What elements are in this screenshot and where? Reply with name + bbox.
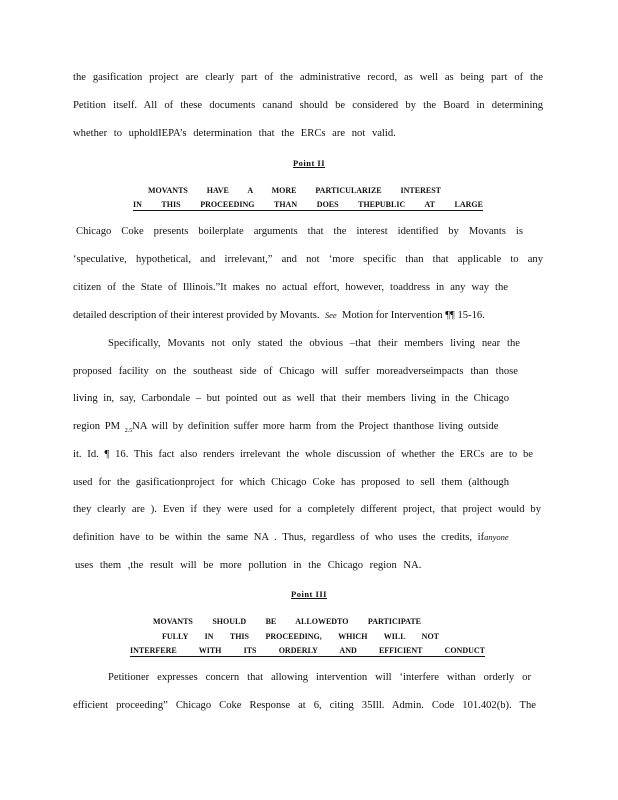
body-line: whether to upholdIEPA’s determination that the ERCs are not valid. — [73, 128, 396, 139]
body-line: ‘speculative, hypothetical, and irrelevant,” and not ‘more specific than that applicable to any — [73, 254, 543, 265]
body-line: definition have to be within the same NA . Thus, regardless of who uses the credits, ifanyone — [73, 532, 509, 543]
point-ii-label: Point II — [292, 158, 326, 168]
body-line: region PM $_{2.5}$NA will by definition suffer more harm from the Project thanthose living outside — [73, 421, 499, 435]
point-iii-label: Point III — [291, 589, 327, 599]
body-line: proposed facility on the southeast side of Chicago will suffer moreadverseimpacts than those — [73, 366, 518, 377]
body-line: living in, say, Carbondale – but pointed out as well that their members living in the Chicago — [73, 393, 509, 404]
body-line: used for the gasificationproject for which Chicago Coke has proposed to sell them (although — [73, 477, 509, 488]
body-line: they clearly are ). Even if they were used for a completely different project, that project would by — [73, 504, 541, 515]
body-line: the gasification project are clearly part of the administrative record, as well as being part of the — [73, 72, 543, 83]
body-line: uses them ,the result will be more pollution in the Chicago region NA. — [75, 560, 422, 571]
point-iii-heading-line3: INTERFERE WITH ITS ORDERLY AND EFFICIENT CONDUCT — [130, 646, 485, 655]
body-line: citizen of the State of Illinois.”It makes no actual effort, however, toaddress in any way the — [73, 282, 508, 293]
point-iii-heading-line1: MOVANTS SHOULD BE ALLOWEDTO PARTICIPATE — [153, 617, 421, 626]
body-line: Petition itself. All of these documents canand should be considered by the Board in determining — [73, 100, 543, 111]
point-ii-heading-line1: MOVANTS HAVE A MORE PARTICULARIZE INTEREST — [148, 186, 441, 195]
body-line: efficient proceeding” Chicago Coke Response at 6, citing 35Ill. Admin. Code 101.402(b). The — [73, 700, 536, 711]
body-line: detailed description of their interest provided by Movants. See Motion for Intervention ¶¶ 15-16. — [73, 310, 485, 321]
point-ii-heading-line2: IN THIS PROCEEDING THAN DOES THEPUBLIC AT LARGE — [133, 200, 483, 209]
body-line: Chicago Coke presents boilerplate arguments that the interest identified by Movants is — [76, 226, 523, 237]
body-line: Petitioner expresses concern that allowing intervention will ‘interfere withan orderly or — [108, 672, 531, 683]
body-line: Specifically, Movants not only stated the obvious –that their members living near the — [108, 338, 520, 349]
point-iii-heading-line2: FULLY IN THIS PROCEEDING, WHICH WILL NOT — [162, 632, 439, 641]
body-line: it. Id. ¶ 16. This fact also renders irrelevant the whole discussion of whether the ERCs are to be — [73, 449, 533, 460]
